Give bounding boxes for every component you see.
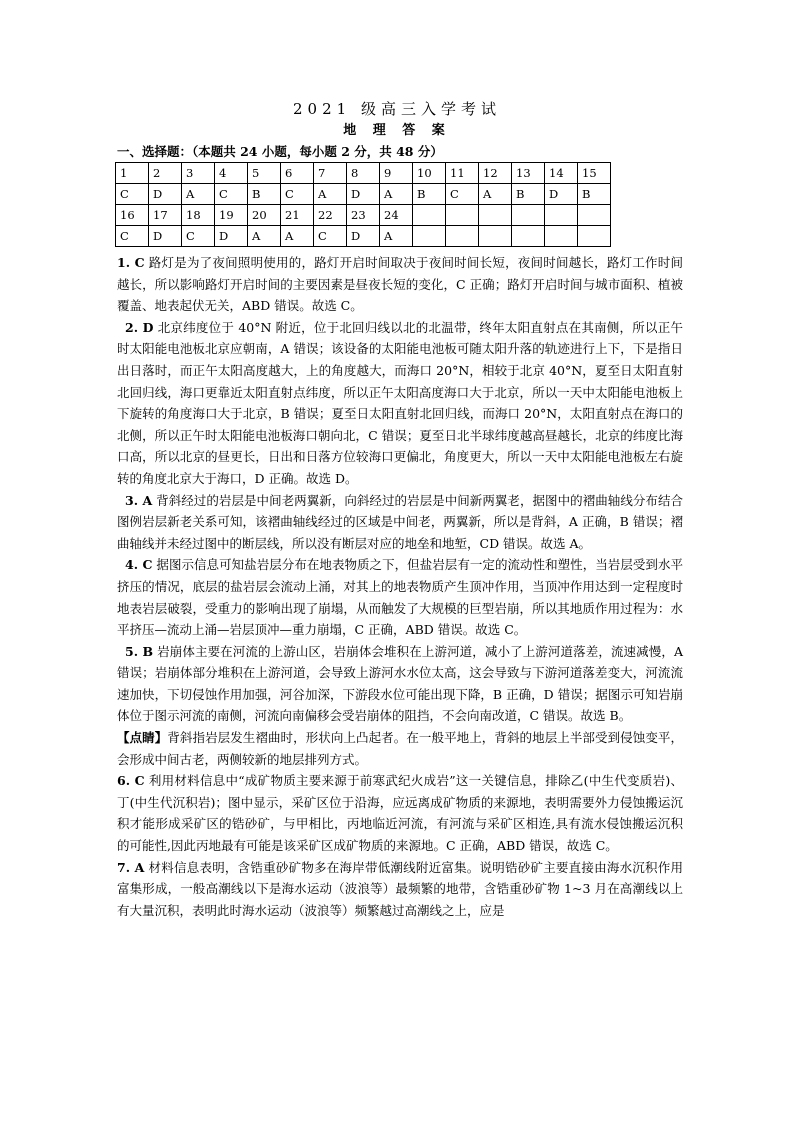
table-cell: D [545, 184, 578, 205]
answer-table [115, 162, 611, 247]
explanation-text: 路灯是为了夜间照明使用的，路灯开启时间取决于夜间时间长短，夜间时间越长，路灯工作时间越长，所以影响路灯开启时间的主要因素是昼夜长短的变化，C 正确；路灯开启时间与城市面积、植被覆盖、地表起伏无关，ABD 错误。故选 C。 [117, 255, 683, 314]
tip-note [117, 727, 683, 770]
table-row-answers [116, 184, 611, 205]
explanation-text: 岩崩体主要在河流的上游山区，岩崩体会堆积在上游河道，减小了上游河道落差，流速减慢，A 错误；岩崩体部分堆积在上游河道，会导致上游河水水位太高，这会导致与下游河道落差变大，河流流速加快，下切侵蚀作用加强，河谷加深，下游段水位可能出现下降，B 正确，D 错误；据图示可知岩崩体位于图示河流的南侧，河流向南偏移会受岩崩体的阻挡，不会向南改道，C 错误。故选 B。 [117, 643, 683, 724]
question-number: 7. A [117, 859, 145, 875]
table-cell: 21 [281, 205, 314, 226]
table-cell: 10 [413, 163, 446, 184]
table-cell: 11 [446, 163, 479, 184]
table-cell: 9 [380, 163, 413, 184]
table-row-numbers [116, 205, 611, 226]
table-cell: 5 [248, 163, 281, 184]
explanation-7 [117, 857, 683, 922]
table-cell [512, 226, 545, 247]
table-cell [479, 226, 512, 247]
table-cell: B [413, 184, 446, 205]
table-cell: 23 [347, 205, 380, 226]
explanation-6 [117, 770, 683, 856]
table-cell [545, 205, 578, 226]
table-cell: D [149, 184, 182, 205]
explanation-text: 材料信息表明，含锆重砂矿物多在海岸带低潮线附近富集。说明锆砂矿主要直接由海水沉积作用富集形成，一般高潮线以下是海水运动（波浪等）最频繁的地带，含锆重砂矿物 1~3 月在高潮线以上有大量沉积，表明此时海水运动（波浪等）频繁越过高潮线之上，应是 [117, 859, 683, 918]
explanation-text: 据图示信息可知盐岩层分布在地表物质之下，但盐岩层有一定的流动性和塑性，当岩层受到水平挤压的情况，底层的盐岩层会流动上涌，对其上的地表物质产生顶冲作用，当顶冲作用达到一定程度时地表岩层破裂，受重力的影响出现了崩塌，从而触发了大规模的巨型岩崩，所以其地质作用过程为：水平挤压—流动上涌—岩层顶冲—重力崩塌，C 正确，ABD 错误。故选 C。 [117, 557, 683, 638]
table-cell [545, 226, 578, 247]
table-cell: D [347, 226, 380, 247]
table-cell: C [182, 226, 215, 247]
tip-label: 【点睛】 [117, 730, 168, 746]
table-cell [446, 226, 479, 247]
table-cell: A [314, 184, 347, 205]
table-cell: 24 [380, 205, 413, 226]
table-cell: B [578, 184, 611, 205]
table-cell: C [116, 184, 149, 205]
table-row-answers [116, 226, 611, 247]
table-cell: C [314, 226, 347, 247]
explanation-1 [117, 252, 683, 317]
explanation-text: 背斜指岩层发生褶曲时，形状向上凸起者。在一般平地上，背斜的地层上半部受到侵蚀变平，会形成中间古老，两侧较新的地层排列方式。 [117, 730, 683, 767]
table-cell: 4 [215, 163, 248, 184]
explanation-text: 北京纬度位于 40°N 附近，位于北回归线以北的北温带，终年太阳直射点在其南侧，所以正午时太阳能电池板北京应朝南，A 错误；该设备的太阳能电池板可随太阳升落的轨迹进行上下，下是指日出日落时，而正午太阳高度越大，上的角度越大，而海口 20°N，相较于北京 40°N，夏至日太阳直射北回归线，海口更靠近太阳直射点纬度，所以正午太阳高度海口大于北京，所以一天中太阳能电池板上下旋转的角度海口大于北京，B 错误；夏至日太阳直射北回归线，而海口 20°N，太阳直射点在海口的北侧，所以正午时太阳能电池板海口朝向北，C 错误；夏至日北半球纬度越高昼越长，北京的纬度比海口高，所以北京的昼更长，日出和日落方位较海口更偏北，角度更大，所以一天中太阳能电池板左右旋转的角度北京大于海口，D 正确。故选 D。 [117, 319, 683, 486]
table-cell [578, 226, 611, 247]
question-number: 1. C [117, 255, 145, 270]
table-cell: 7 [314, 163, 347, 184]
table-cell: D [347, 184, 380, 205]
question-number: 3. A [125, 492, 153, 508]
table-cell [479, 205, 512, 226]
question-number: 2. D [125, 319, 154, 335]
explanations [117, 252, 683, 921]
table-cell: 1 [116, 163, 149, 184]
table-cell: 8 [347, 163, 380, 184]
section-heading: 一、选择题：（本题共 24 小题，每小题 2 分，共 48 分） [117, 144, 443, 159]
table-cell: 14 [545, 163, 578, 184]
table-cell: A [248, 226, 281, 247]
explanation-2 [117, 317, 683, 490]
table-cell: B [512, 184, 545, 205]
explanation-5 [117, 641, 683, 727]
table-cell: A [182, 184, 215, 205]
table-cell: 16 [116, 205, 149, 226]
table-cell: C [446, 184, 479, 205]
table-cell: A [281, 226, 314, 247]
table-cell: 13 [512, 163, 545, 184]
table-cell: 22 [314, 205, 347, 226]
explanation-4 [117, 554, 683, 640]
table-cell [512, 205, 545, 226]
table-cell: 19 [215, 205, 248, 226]
table-cell: 18 [182, 205, 215, 226]
table-cell: C [281, 184, 314, 205]
table-cell [413, 205, 446, 226]
explanation-3 [117, 490, 683, 555]
table-cell [578, 205, 611, 226]
table-cell: 6 [281, 163, 314, 184]
table-cell: C [215, 184, 248, 205]
table-cell: A [479, 184, 512, 205]
page-title: 2021 级高三入学考试 [293, 100, 501, 118]
table-cell: A [380, 184, 413, 205]
table-cell: C [116, 226, 149, 247]
table-cell: D [149, 226, 182, 247]
question-number: 6. C [117, 773, 145, 789]
table-row-numbers [116, 163, 611, 184]
table-cell [413, 226, 446, 247]
explanation-text: 背斜经过的岩层是中间老两翼新，向斜经过的岩层是中间新两翼老，据图中的褶曲轴线分布结合图例岩层新老关系可知，该褶曲轴线经过的区域是中间老，两翼新，所以是背斜，A 正确，B 错误；褶曲轴线并未经过图中的断层线，所以没有断层对应的地垒和地堑，CD 错误。故选 A。 [117, 492, 683, 551]
table-cell: 17 [149, 205, 182, 226]
table-cell: 15 [578, 163, 611, 184]
table-cell: D [215, 226, 248, 247]
table-cell: B [248, 184, 281, 205]
table-cell: 3 [182, 163, 215, 184]
explanation-text: 利用材料信息中“成矿物质主要来源于前寒武纪火成岩”这一关键信息，排除乙(中生代变质岩)、丁(中生代沉积岩)；图中显示，采矿区位于沿海，应远离成矿物质的来源地，表明需要外力侵蚀搬运沉积才能形成采矿区的锆砂矿，与甲相比，丙地临近河流，有河流与采矿区相连,具有流水侵蚀搬运沉积的可能性,因此丙地最有可能是该采矿区成矿物质的来源地。C 正确，ABD 错误，故选 C。 [117, 773, 683, 854]
question-number: 4. C [125, 557, 153, 573]
table-cell: 12 [479, 163, 512, 184]
table-cell: 20 [248, 205, 281, 226]
page-subtitle: 地 理 答 案 [343, 123, 451, 138]
question-number: 5. B [125, 643, 154, 659]
table-cell: A [380, 226, 413, 247]
table-cell [446, 205, 479, 226]
table-cell: 2 [149, 163, 182, 184]
